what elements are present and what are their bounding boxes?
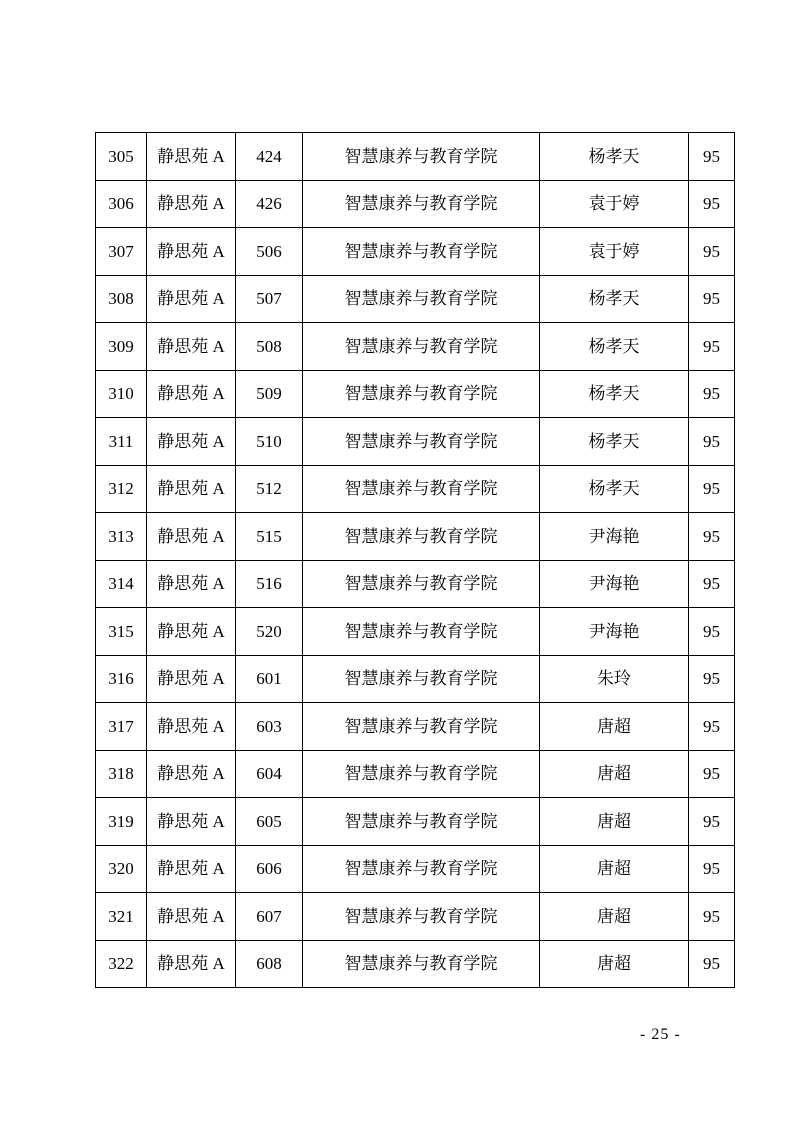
cell-building: 静思苑 A: [147, 798, 236, 846]
cell-serial-number: 322: [96, 940, 147, 988]
cell-teacher: 唐超: [540, 798, 689, 846]
cell-room: 512: [236, 465, 303, 513]
cell-room: 606: [236, 845, 303, 893]
table-row: [96, 465, 735, 513]
cell-room: 509: [236, 370, 303, 418]
cell-building: 静思苑 A: [147, 513, 236, 561]
cell-score: 95: [689, 133, 735, 181]
cell-teacher: 唐超: [540, 940, 689, 988]
cell-building: 静思苑 A: [147, 418, 236, 466]
cell-college: 智慧康养与教育学院: [303, 845, 540, 893]
cell-college: 智慧康养与教育学院: [303, 750, 540, 798]
cell-teacher: 唐超: [540, 893, 689, 941]
cell-serial-number: 306: [96, 180, 147, 228]
cell-teacher: 袁于婷: [540, 228, 689, 276]
cell-teacher: 尹海艳: [540, 513, 689, 561]
dormitory-score-table: [95, 132, 735, 988]
cell-room: 601: [236, 655, 303, 703]
cell-college: 智慧康养与教育学院: [303, 560, 540, 608]
cell-teacher: 杨孝天: [540, 370, 689, 418]
cell-serial-number: 315: [96, 608, 147, 656]
cell-score: 95: [689, 418, 735, 466]
cell-serial-number: 313: [96, 513, 147, 561]
cell-teacher: 杨孝天: [540, 275, 689, 323]
cell-building: 静思苑 A: [147, 465, 236, 513]
cell-building: 静思苑 A: [147, 608, 236, 656]
cell-college: 智慧康养与教育学院: [303, 703, 540, 751]
cell-score: 95: [689, 560, 735, 608]
cell-building: 静思苑 A: [147, 228, 236, 276]
cell-score: 95: [689, 275, 735, 323]
cell-college: 智慧康养与教育学院: [303, 893, 540, 941]
cell-teacher: 杨孝天: [540, 133, 689, 181]
cell-building: 静思苑 A: [147, 845, 236, 893]
cell-room: 604: [236, 750, 303, 798]
cell-room: 515: [236, 513, 303, 561]
cell-room: 507: [236, 275, 303, 323]
cell-score: 95: [689, 655, 735, 703]
cell-building: 静思苑 A: [147, 655, 236, 703]
cell-serial-number: 319: [96, 798, 147, 846]
cell-serial-number: 310: [96, 370, 147, 418]
cell-room: 605: [236, 798, 303, 846]
cell-teacher: 唐超: [540, 845, 689, 893]
table-row: [96, 560, 735, 608]
cell-score: 95: [689, 893, 735, 941]
cell-teacher: 杨孝天: [540, 323, 689, 371]
page-number: - 25 -: [640, 1026, 681, 1043]
table-row: [96, 180, 735, 228]
cell-college: 智慧康养与教育学院: [303, 798, 540, 846]
cell-score: 95: [689, 608, 735, 656]
cell-building: 静思苑 A: [147, 370, 236, 418]
cell-room: 603: [236, 703, 303, 751]
cell-serial-number: 317: [96, 703, 147, 751]
cell-building: 静思苑 A: [147, 180, 236, 228]
cell-teacher: 袁于婷: [540, 180, 689, 228]
table-row: [96, 370, 735, 418]
cell-college: 智慧康养与教育学院: [303, 655, 540, 703]
cell-room: 516: [236, 560, 303, 608]
table-row: [96, 228, 735, 276]
cell-serial-number: 309: [96, 323, 147, 371]
cell-score: 95: [689, 370, 735, 418]
cell-college: 智慧康养与教育学院: [303, 275, 540, 323]
cell-room: 508: [236, 323, 303, 371]
cell-room: 607: [236, 893, 303, 941]
cell-building: 静思苑 A: [147, 703, 236, 751]
cell-serial-number: 318: [96, 750, 147, 798]
table-row: [96, 750, 735, 798]
cell-score: 95: [689, 750, 735, 798]
cell-room: 426: [236, 180, 303, 228]
cell-serial-number: 312: [96, 465, 147, 513]
cell-building: 静思苑 A: [147, 275, 236, 323]
cell-score: 95: [689, 798, 735, 846]
cell-score: 95: [689, 465, 735, 513]
cell-room: 506: [236, 228, 303, 276]
cell-room: 520: [236, 608, 303, 656]
cell-teacher: 尹海艳: [540, 560, 689, 608]
cell-building: 静思苑 A: [147, 323, 236, 371]
cell-score: 95: [689, 940, 735, 988]
cell-teacher: 唐超: [540, 750, 689, 798]
cell-college: 智慧康养与教育学院: [303, 228, 540, 276]
table-row: [96, 418, 735, 466]
cell-building: 静思苑 A: [147, 893, 236, 941]
cell-teacher: 唐超: [540, 703, 689, 751]
table-row: [96, 798, 735, 846]
cell-serial-number: 305: [96, 133, 147, 181]
cell-score: 95: [689, 513, 735, 561]
cell-serial-number: 308: [96, 275, 147, 323]
cell-score: 95: [689, 845, 735, 893]
cell-college: 智慧康养与教育学院: [303, 418, 540, 466]
cell-score: 95: [689, 703, 735, 751]
table-row: [96, 655, 735, 703]
cell-building: 静思苑 A: [147, 133, 236, 181]
cell-room: 510: [236, 418, 303, 466]
cell-building: 静思苑 A: [147, 750, 236, 798]
cell-college: 智慧康养与教育学院: [303, 513, 540, 561]
cell-serial-number: 320: [96, 845, 147, 893]
cell-building: 静思苑 A: [147, 940, 236, 988]
cell-score: 95: [689, 323, 735, 371]
table-row: [96, 513, 735, 561]
cell-college: 智慧康养与教育学院: [303, 608, 540, 656]
table-row: [96, 940, 735, 988]
cell-serial-number: 321: [96, 893, 147, 941]
cell-teacher: 朱玲: [540, 655, 689, 703]
table-row: [96, 133, 735, 181]
table-row: [96, 608, 735, 656]
cell-building: 静思苑 A: [147, 560, 236, 608]
table-row: [96, 323, 735, 371]
cell-college: 智慧康养与教育学院: [303, 180, 540, 228]
cell-teacher: 尹海艳: [540, 608, 689, 656]
cell-college: 智慧康养与教育学院: [303, 323, 540, 371]
cell-room: 424: [236, 133, 303, 181]
table-row: [96, 275, 735, 323]
cell-college: 智慧康养与教育学院: [303, 370, 540, 418]
cell-teacher: 杨孝天: [540, 418, 689, 466]
cell-college: 智慧康养与教育学院: [303, 940, 540, 988]
table-body: [96, 133, 735, 988]
cell-room: 608: [236, 940, 303, 988]
cell-teacher: 杨孝天: [540, 465, 689, 513]
cell-score: 95: [689, 180, 735, 228]
cell-score: 95: [689, 228, 735, 276]
cell-serial-number: 311: [96, 418, 147, 466]
table-row: [96, 893, 735, 941]
cell-serial-number: 316: [96, 655, 147, 703]
cell-college: 智慧康养与教育学院: [303, 133, 540, 181]
table-row: [96, 703, 735, 751]
cell-serial-number: 314: [96, 560, 147, 608]
table-row: [96, 845, 735, 893]
cell-college: 智慧康养与教育学院: [303, 465, 540, 513]
cell-serial-number: 307: [96, 228, 147, 276]
